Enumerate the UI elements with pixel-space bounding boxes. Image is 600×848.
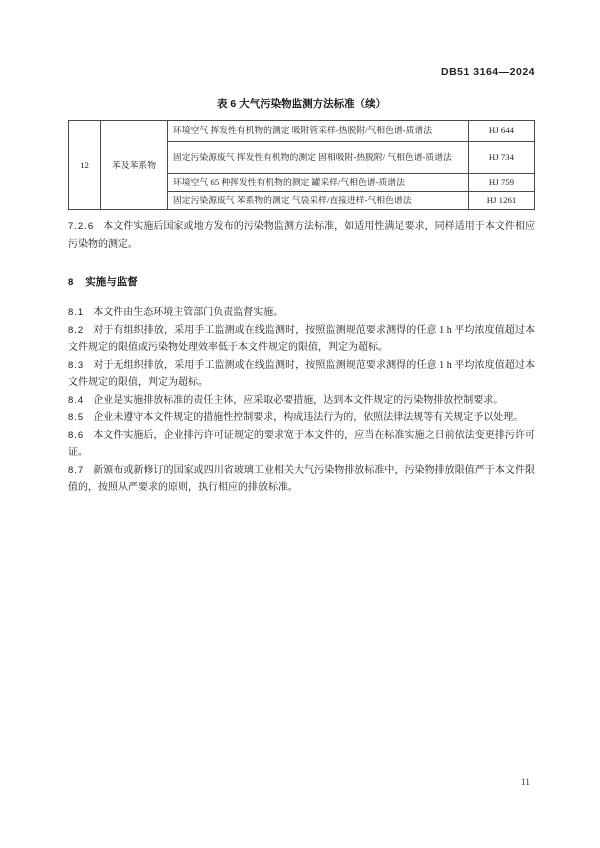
clause-number: 7.2.6 — [68, 221, 95, 233]
clause-number: 8.7 — [68, 464, 85, 476]
clause-text: 新颁布或新修订的国家或四川省玻璃工业相关大气污染物排放标准中，污染物排放限值严于本文件限值的，按照从严要求的原则，执行相应的排放标准。 — [68, 464, 535, 494]
standard-code-header: DB51 3164—2024 — [441, 66, 535, 78]
clause-text: 本文件实施后国家或地方发布的污染物监测方法标准，如适用性满足要求，同样适用于本文件相应污染物的测定。 — [68, 221, 535, 250]
clause-7-2-6 — [68, 218, 535, 253]
content-area — [68, 0, 535, 497]
clause-number: 8.4 — [68, 394, 85, 406]
clause-text: 企业是实施排放标准的责任主体，应采取必要措施，达到本文件规定的污染物排放控制要求。 — [93, 394, 504, 406]
standard-code-cell: HJ 734 — [469, 142, 535, 174]
clause-number: 8.3 — [68, 359, 85, 371]
clause-8-5 — [68, 409, 535, 427]
clause-text: 本文件由生态环境主管部门负责监督实施。 — [93, 307, 284, 319]
clause-number: 8.6 — [68, 429, 85, 441]
clause-number: 8.2 — [68, 324, 85, 336]
section-title: 实施与监督 — [85, 276, 138, 289]
clause-8-7 — [68, 462, 535, 497]
standard-code-cell: HJ 644 — [469, 121, 535, 142]
method-cell: 环境空气 65 种挥发性有机物的测定 罐采样/气相色谱-质谱法 — [168, 174, 469, 192]
table-row — [69, 121, 535, 142]
section-number: 8 — [68, 277, 74, 289]
method-cell: 固定污染源废气 挥发性有机物的测定 固相吸附-热脱附/ 气相色谱-质谱法 — [168, 142, 469, 174]
clause-8-1 — [68, 304, 535, 322]
pollutant-cell: 苯及苯系物 — [101, 121, 168, 210]
clause-number: 8.5 — [68, 412, 85, 424]
section-8-heading — [68, 274, 535, 289]
clause-text: 本文件实施后，企业排污许可证规定的要求宽于本文件的，应当在标准实施之日前依法变更排污许可证。 — [68, 429, 535, 459]
method-cell: 环境空气 挥发性有机物的测定 吸附管采样-热脱附/气相色谱-质谱法 — [168, 121, 469, 142]
standard-code-cell: HJ 1261 — [469, 192, 535, 210]
row-number-cell: 12 — [69, 121, 101, 210]
clause-8-6 — [68, 427, 535, 462]
page-number: 11 — [520, 778, 530, 788]
clause-text: 企业未遵守本文件规定的措施性控制要求，构成违法行为的，依照法律法规等有关规定予以处理。 — [93, 412, 524, 424]
clause-8-2 — [68, 322, 535, 357]
clause-8-4 — [68, 392, 535, 410]
clause-number: 8.1 — [68, 307, 85, 319]
clause-text: 对于无组织排放，采用手工监测或在线监测时，按照监测规范要求测得的任意 1 h 平均浓度值超过本文件规定的限值，判定为超标。 — [68, 359, 535, 389]
clause-text: 对于有组织排放，采用手工监测或在线监测时，按照监测规范要求测得的任意 1 h 平均浓度值超过本文件规定的限值或污染物处理效率低于本文件规定的限值，判定为超标。 — [68, 324, 535, 354]
clause-8-3 — [68, 357, 535, 392]
monitoring-methods-table — [68, 120, 535, 210]
method-cell: 固定污染源废气 苯系物的测定 气袋采样/直接进样-气相色谱法 — [168, 192, 469, 210]
table-6-title: 表 6 大气污染物监测方法标准（续） — [216, 98, 387, 110]
standard-code-cell: HJ 759 — [469, 174, 535, 192]
